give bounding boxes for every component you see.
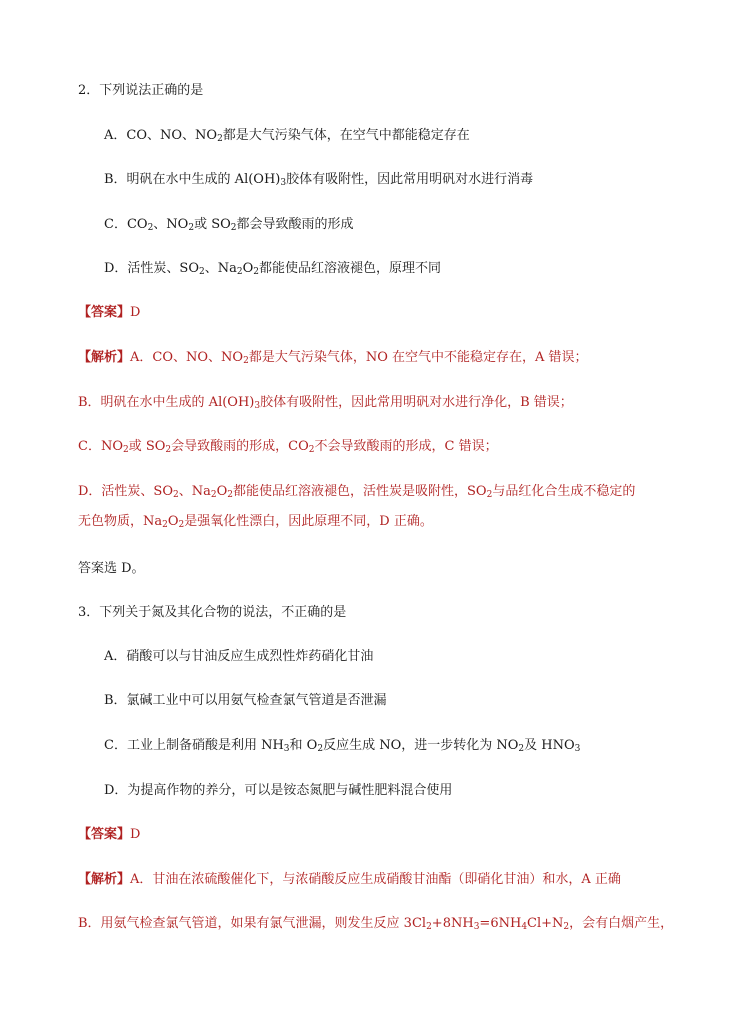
answer-value: D bbox=[130, 305, 141, 320]
question-3-option-a: A．硝酸可以与甘油反应生成烈性炸药硝化甘油 bbox=[104, 649, 374, 664]
question-3-stem bbox=[78, 604, 346, 622]
question-2-final-answer: 答案选 D。 bbox=[78, 561, 145, 576]
answer-value: D bbox=[130, 827, 141, 842]
question-2-answer bbox=[78, 304, 140, 322]
answer-label: 【答案】 bbox=[78, 827, 131, 842]
answer-label: 【答案】 bbox=[78, 305, 131, 320]
question-text: 3．下列关于氮及其化合物的说法，不正确的是 bbox=[78, 605, 347, 620]
question-2-option-d: D．活性炭、$SO_2$、$Na_2O_2$都能使品红溶液褪色，原理不同 bbox=[104, 261, 442, 277]
question-2-explanation-c: C．$NO_2$或 $SO_2$会导致酸雨的形成，$CO_2$不会导致酸雨的形成，C 错误； bbox=[78, 439, 498, 455]
question-3-explanation-b: B．用氨气检查氯气管道，如果有氯气泄漏，则发生反应 $3Cl_2+8NH_3=6NH_4Cl+N_2$，会有白烟产生， bbox=[78, 916, 674, 932]
question-2-stem bbox=[78, 82, 203, 100]
question-2-option-c: C．$CO_2$、$NO_2$或 $SO_2$都会导致酸雨的形成 bbox=[104, 217, 354, 233]
question-text: 2．下列说法正确的是 bbox=[78, 83, 204, 98]
question-3-answer bbox=[78, 826, 140, 844]
question-2-explanation-b: B．明矾在水中生成的 $Al(OH)_3$胶体有吸附性，因此常用明矾对水进行净化，B 错误； bbox=[78, 395, 573, 411]
question-2-option-b: B．明矾在水中生成的 $Al(OH)_3$胶体有吸附性，因此常用明矾对水进行消毒 bbox=[104, 172, 534, 188]
explanation-label: 【解析】 bbox=[78, 872, 131, 887]
question-3-option-c: C．工业上制备硝酸是利用 $NH_3$和 $O_2$反应生成 NO，进一步转化为 $NO_2$及 $HNO_3$ bbox=[104, 738, 581, 754]
explanation-label: 【解析】 bbox=[78, 350, 131, 365]
question-2-explanation-a: 【解析】A．CO、NO、$NO_2$都是大气污染气体，NO 在空气中不能稳定存在，A 错误； bbox=[78, 350, 588, 366]
question-3-option-b: B．氯碱工业中可以用氨气检查氯气管道是否泄漏 bbox=[104, 693, 387, 708]
question-3-option-d: D．为提高作物的养分，可以是铵态氮肥与碱性肥料混合使用 bbox=[104, 783, 453, 798]
question-3-explanation-a: 【解析】A．甘油在浓硫酸催化下，与浓硝酸反应生成硝酸甘油酯（即硝化甘油）和水，A 正确 bbox=[78, 872, 621, 887]
question-2-explanation-d: D．活性炭、$SO_2$、$Na_2O_2$都能使品红溶液褪色，活性炭是吸附性，$SO_2$与品红化合生成不稳定的 bbox=[78, 484, 636, 500]
question-2-option-a: A．CO、NO、$NO_2$都是大气污染气体，在空气中都能稳定存在 bbox=[104, 128, 470, 144]
question-2-explanation-d-cont: 无色物质，$Na_2O_2$是强氧化性漂白，因此原理不同，D 正确。 bbox=[78, 514, 433, 530]
